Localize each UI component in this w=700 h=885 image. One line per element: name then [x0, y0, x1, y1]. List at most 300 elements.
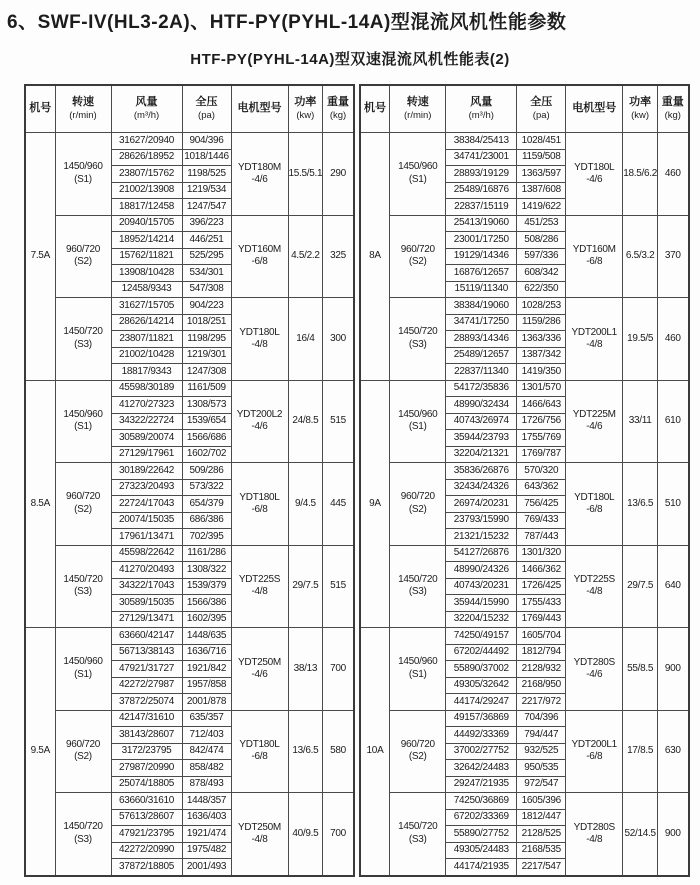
col-header-pressure: 全压 (pa) — [517, 85, 566, 133]
power-cell: 29/7.5 — [623, 545, 658, 628]
table-subtitle: HTF-PY(PYHL-14A)型双速混流风机性能表(2) — [190, 51, 510, 68]
motor-cell: YDT200L1 -4/8 — [566, 298, 623, 381]
perf-table-right — [359, 84, 690, 877]
speed-cell: 960/720 (S2) — [55, 710, 111, 793]
motor-cell: YDT225S -4/8 — [566, 545, 623, 628]
table-row — [360, 628, 689, 645]
col-header-motor: 电机型号 — [231, 85, 288, 133]
pressure-cell: 451/253 — [517, 215, 566, 232]
pressure-cell: 2168/535 — [517, 842, 566, 859]
pressure-cell: 842/474 — [182, 743, 231, 760]
pressure-cell: 525/295 — [182, 248, 231, 265]
weight-cell: 900 — [658, 793, 689, 876]
pressure-cell: 534/301 — [182, 265, 231, 282]
pressure-cell: 508/286 — [517, 232, 566, 249]
pressure-cell: 1539/379 — [182, 578, 231, 595]
flow-cell: 49157/36869 — [446, 710, 517, 727]
table-row — [360, 215, 689, 232]
pressure-cell: 1448/635 — [182, 628, 231, 645]
flow-cell: 15762/11821 — [111, 248, 182, 265]
table-body — [360, 133, 689, 876]
weight-cell: 445 — [323, 463, 354, 546]
pressure-cell: 787/443 — [517, 529, 566, 546]
power-cell: 38/13 — [288, 628, 323, 711]
flow-cell: 63660/42147 — [111, 628, 182, 645]
flow-cell: 42272/27987 — [111, 677, 182, 694]
flow-cell: 57613/28607 — [111, 809, 182, 826]
flow-cell: 27987/20990 — [111, 760, 182, 777]
motor-cell: YDT200L1 -6/8 — [566, 710, 623, 793]
pressure-cell: 2217/547 — [517, 859, 566, 876]
pressure-cell: 1161/509 — [182, 380, 231, 397]
pressure-cell: 1957/858 — [182, 677, 231, 694]
flow-cell: 19129/14346 — [446, 248, 517, 265]
pressure-cell: 1028/253 — [517, 298, 566, 315]
pressure-cell: 608/342 — [517, 265, 566, 282]
pressure-cell: 396/223 — [182, 215, 231, 232]
motor-cell: YDT180M -4/6 — [231, 133, 288, 216]
flow-cell: 45598/22642 — [111, 545, 182, 562]
flow-cell: 22837/11340 — [446, 364, 517, 381]
col-header-flow: 风量 (m³/h) — [111, 85, 182, 133]
motor-cell: YDT180L -4/8 — [231, 298, 288, 381]
machine-cell: 10A — [360, 628, 390, 876]
power-cell: 15.5/5.1 — [288, 133, 323, 216]
table-row — [25, 133, 354, 150]
flow-cell: 44174/29247 — [446, 694, 517, 711]
flow-cell: 30589/20074 — [111, 430, 182, 447]
machine-cell: 9A — [360, 380, 390, 628]
flow-cell: 67202/33369 — [446, 809, 517, 826]
motor-cell: YDT160M -6/8 — [566, 215, 623, 298]
pressure-cell: 622/350 — [517, 281, 566, 298]
pressure-cell: 712/403 — [182, 727, 231, 744]
speed-cell: 960/720 (S2) — [390, 215, 446, 298]
weight-cell: 610 — [658, 380, 689, 463]
pressure-cell: 1028/451 — [517, 133, 566, 150]
weight-cell: 515 — [323, 545, 354, 628]
flow-cell: 28626/18952 — [111, 149, 182, 166]
pressure-cell: 858/482 — [182, 760, 231, 777]
col-header-weight: 重量 (kg) — [323, 85, 354, 133]
machine-cell: 8.5A — [25, 380, 55, 628]
speed-cell: 960/720 (S2) — [390, 463, 446, 546]
flow-cell: 35944/23793 — [446, 430, 517, 447]
pressure-cell: 1726/756 — [517, 413, 566, 430]
speed-cell: 1450/960 (S1) — [390, 628, 446, 711]
pressure-cell: 1018/1446 — [182, 149, 231, 166]
power-cell: 9/4.5 — [288, 463, 323, 546]
power-cell: 19.5/5 — [623, 298, 658, 381]
pressure-cell: 1566/386 — [182, 595, 231, 612]
pressure-cell: 1755/769 — [517, 430, 566, 447]
power-cell: 13/6.5 — [288, 710, 323, 793]
flow-cell: 18817/12458 — [111, 199, 182, 216]
pressure-cell: 1301/570 — [517, 380, 566, 397]
pressure-cell: 1363/336 — [517, 331, 566, 348]
flow-cell: 27129/17961 — [111, 446, 182, 463]
flow-cell: 29247/21935 — [446, 776, 517, 793]
motor-cell: YDT250M -4/6 — [231, 628, 288, 711]
table-row — [360, 793, 689, 810]
pressure-cell: 1539/654 — [182, 413, 231, 430]
col-header-flow: 风量 (m³/h) — [446, 85, 517, 133]
col-header-power: 功率 (kw) — [623, 85, 658, 133]
header-row — [25, 85, 354, 133]
pressure-cell: 878/493 — [182, 776, 231, 793]
pressure-cell: 654/379 — [182, 496, 231, 513]
pressure-cell: 1219/301 — [182, 347, 231, 364]
col-header-motor: 电机型号 — [566, 85, 623, 133]
weight-cell: 460 — [658, 133, 689, 216]
pressure-cell: 704/396 — [517, 710, 566, 727]
table-row — [25, 793, 354, 810]
flow-cell: 22724/17043 — [111, 496, 182, 513]
pressure-cell: 950/535 — [517, 760, 566, 777]
flow-cell: 63660/31610 — [111, 793, 182, 810]
flow-cell: 55890/37002 — [446, 661, 517, 678]
flow-cell: 31627/15705 — [111, 298, 182, 315]
flow-cell: 38384/19060 — [446, 298, 517, 315]
flow-cell: 28626/14214 — [111, 314, 182, 331]
pressure-cell: 972/547 — [517, 776, 566, 793]
pressure-cell: 1921/474 — [182, 826, 231, 843]
flow-cell: 13908/10428 — [111, 265, 182, 282]
table-row — [360, 380, 689, 397]
table-row — [360, 710, 689, 727]
flow-cell: 27129/13471 — [111, 611, 182, 628]
flow-cell: 26974/20231 — [446, 496, 517, 513]
flow-cell: 20940/15705 — [111, 215, 182, 232]
flow-cell: 54127/26876 — [446, 545, 517, 562]
pressure-cell: 1301/320 — [517, 545, 566, 562]
flow-cell: 34322/22724 — [111, 413, 182, 430]
flow-cell: 38143/28607 — [111, 727, 182, 744]
col-header-pressure: 全压 (pa) — [182, 85, 231, 133]
pressure-cell: 2168/950 — [517, 677, 566, 694]
pressure-cell: 1605/396 — [517, 793, 566, 810]
table-row — [360, 298, 689, 315]
flow-cell: 23807/15762 — [111, 166, 182, 183]
pressure-cell: 635/357 — [182, 710, 231, 727]
weight-cell: 580 — [323, 710, 354, 793]
table-row — [360, 133, 689, 150]
pressure-cell: 1812/794 — [517, 644, 566, 661]
pressure-cell: 1198/525 — [182, 166, 231, 183]
pressure-cell: 1161/286 — [182, 545, 231, 562]
flow-cell: 34741/23001 — [446, 149, 517, 166]
pressure-cell: 1247/308 — [182, 364, 231, 381]
pressure-cell: 1812/447 — [517, 809, 566, 826]
pressure-cell: 547/308 — [182, 281, 231, 298]
flow-cell: 44492/33369 — [446, 727, 517, 744]
pressure-cell: 570/320 — [517, 463, 566, 480]
pressure-cell: 1975/482 — [182, 842, 231, 859]
flow-cell: 40743/20231 — [446, 578, 517, 595]
pressure-cell: 1247/547 — [182, 199, 231, 216]
col-header-power: 功率 (kw) — [288, 85, 323, 133]
flow-cell: 17961/13471 — [111, 529, 182, 546]
flow-cell: 32434/24326 — [446, 479, 517, 496]
flow-cell: 30589/15035 — [111, 595, 182, 612]
motor-cell: YDT180L -6/8 — [231, 463, 288, 546]
motor-cell: YDT160M -6/8 — [231, 215, 288, 298]
col-header-weight: 重量 (kg) — [658, 85, 689, 133]
pressure-cell: 1308/322 — [182, 562, 231, 579]
motor-cell: YDT250M -4/8 — [231, 793, 288, 876]
header-row — [360, 85, 689, 133]
speed-cell: 1450/720 (S3) — [390, 793, 446, 876]
flow-cell: 27323/20493 — [111, 479, 182, 496]
pressure-cell: 446/251 — [182, 232, 231, 249]
pressure-cell: 702/395 — [182, 529, 231, 546]
motor-cell: YDT180L -6/8 — [231, 710, 288, 793]
motor-cell: YDT225M -4/6 — [566, 380, 623, 463]
flow-cell: 25489/16876 — [446, 182, 517, 199]
flow-cell: 32204/21321 — [446, 446, 517, 463]
pressure-cell: 1602/702 — [182, 446, 231, 463]
speed-cell: 1450/720 (S3) — [390, 298, 446, 381]
flow-cell: 44174/21935 — [446, 859, 517, 876]
flow-cell: 45598/30189 — [111, 380, 182, 397]
weight-cell: 515 — [323, 380, 354, 463]
flow-cell: 15119/11340 — [446, 281, 517, 298]
table-row — [360, 545, 689, 562]
flow-cell: 41270/27323 — [111, 397, 182, 414]
flow-cell: 49305/24483 — [446, 842, 517, 859]
power-cell: 17/8.5 — [623, 710, 658, 793]
perf-table-left — [24, 84, 355, 877]
pressure-cell: 1466/643 — [517, 397, 566, 414]
pressure-cell: 1219/534 — [182, 182, 231, 199]
table-row — [25, 215, 354, 232]
power-cell: 29/7.5 — [288, 545, 323, 628]
flow-cell: 48990/24326 — [446, 562, 517, 579]
weight-cell: 370 — [658, 215, 689, 298]
pressure-cell: 794/447 — [517, 727, 566, 744]
pressure-cell: 1387/608 — [517, 182, 566, 199]
table-row — [25, 298, 354, 315]
pressure-cell: 1159/508 — [517, 149, 566, 166]
flow-cell: 25074/18805 — [111, 776, 182, 793]
weight-cell: 510 — [658, 463, 689, 546]
pressure-cell: 1769/787 — [517, 446, 566, 463]
motor-cell: YDT180L -6/8 — [566, 463, 623, 546]
speed-cell: 960/720 (S2) — [55, 215, 111, 298]
flow-cell: 34741/17250 — [446, 314, 517, 331]
speed-cell: 1450/960 (S1) — [390, 133, 446, 216]
pressure-cell: 1363/597 — [517, 166, 566, 183]
weight-cell: 325 — [323, 215, 354, 298]
col-header-machine: 机号 — [25, 85, 55, 133]
flow-cell: 56713/38143 — [111, 644, 182, 661]
power-cell: 55/8.5 — [623, 628, 658, 711]
speed-cell: 1450/960 (S1) — [390, 380, 446, 463]
pressure-cell: 686/386 — [182, 512, 231, 529]
pressure-cell: 1018/251 — [182, 314, 231, 331]
pressure-cell: 597/336 — [517, 248, 566, 265]
pressure-cell: 1921/842 — [182, 661, 231, 678]
flow-cell: 47921/31727 — [111, 661, 182, 678]
flow-cell: 21002/13908 — [111, 182, 182, 199]
power-cell: 16/4 — [288, 298, 323, 381]
flow-cell: 18817/9343 — [111, 364, 182, 381]
weight-cell: 900 — [658, 628, 689, 711]
pressure-cell: 2128/932 — [517, 661, 566, 678]
motor-cell: YDT225S -4/8 — [231, 545, 288, 628]
flow-cell: 25413/19060 — [446, 215, 517, 232]
motor-cell: YDT180L -4/6 — [566, 133, 623, 216]
pressure-cell: 756/425 — [517, 496, 566, 513]
flow-cell: 38384/25413 — [446, 133, 517, 150]
pressure-cell: 1466/362 — [517, 562, 566, 579]
pressure-cell: 573/322 — [182, 479, 231, 496]
power-cell: 33/11 — [623, 380, 658, 463]
weight-cell: 300 — [323, 298, 354, 381]
flow-cell: 54172/35836 — [446, 380, 517, 397]
col-header-speed: 转速 (r/min) — [55, 85, 111, 133]
pressure-cell: 1198/295 — [182, 331, 231, 348]
pressure-cell: 2217/972 — [517, 694, 566, 711]
pressure-cell: 509/286 — [182, 463, 231, 480]
flow-cell: 32204/15232 — [446, 611, 517, 628]
flow-cell: 40743/26974 — [446, 413, 517, 430]
speed-cell: 960/720 (S2) — [390, 710, 446, 793]
flow-cell: 30189/22642 — [111, 463, 182, 480]
motor-cell: YDT200L2 -4/6 — [231, 380, 288, 463]
pressure-cell: 1769/443 — [517, 611, 566, 628]
flow-cell: 37872/25074 — [111, 694, 182, 711]
pressure-cell: 904/396 — [182, 133, 231, 150]
motor-cell: YDT280S -4/6 — [566, 628, 623, 711]
table-row — [25, 628, 354, 645]
power-cell: 6.5/3.2 — [623, 215, 658, 298]
pressure-cell: 1159/286 — [517, 314, 566, 331]
flow-cell: 32642/24483 — [446, 760, 517, 777]
flow-cell: 55890/27752 — [446, 826, 517, 843]
flow-cell: 74250/36869 — [446, 793, 517, 810]
flow-cell: 3172/23795 — [111, 743, 182, 760]
pressure-cell: 2001/493 — [182, 859, 231, 876]
speed-cell: 1450/960 (S1) — [55, 628, 111, 711]
weight-cell: 640 — [658, 545, 689, 628]
flow-cell: 74250/49157 — [446, 628, 517, 645]
pressure-cell: 1419/350 — [517, 364, 566, 381]
pressure-cell: 2001/878 — [182, 694, 231, 711]
pressure-cell: 643/362 — [517, 479, 566, 496]
weight-cell: 630 — [658, 710, 689, 793]
flow-cell: 47921/23795 — [111, 826, 182, 843]
flow-cell: 20074/15035 — [111, 512, 182, 529]
table-header — [25, 85, 354, 133]
col-header-machine: 机号 — [360, 85, 390, 133]
weight-cell: 700 — [323, 793, 354, 876]
page-title: 6、SWF-IV(HL3-2A)、HTF-PY(PYHL-14A)型混流风机性能参数 — [7, 12, 567, 33]
flow-cell: 49305/32642 — [446, 677, 517, 694]
table-body — [25, 133, 354, 876]
flow-cell: 23001/17250 — [446, 232, 517, 249]
flow-cell: 35836/26876 — [446, 463, 517, 480]
power-cell: 52/14.5 — [623, 793, 658, 876]
power-cell: 13/6.5 — [623, 463, 658, 546]
flow-cell: 21321/15232 — [446, 529, 517, 546]
flow-cell: 35944/15990 — [446, 595, 517, 612]
power-cell: 40/9.5 — [288, 793, 323, 876]
flow-cell: 42272/20990 — [111, 842, 182, 859]
machine-cell: 8A — [360, 133, 390, 381]
table-row — [25, 380, 354, 397]
pressure-cell: 1636/716 — [182, 644, 231, 661]
speed-cell: 1450/720 (S3) — [55, 793, 111, 876]
pressure-cell: 1387/342 — [517, 347, 566, 364]
flow-cell: 18952/14214 — [111, 232, 182, 249]
flow-cell: 12458/9343 — [111, 281, 182, 298]
pressure-cell: 1636/403 — [182, 809, 231, 826]
table-row — [25, 710, 354, 727]
pressure-cell: 769/433 — [517, 512, 566, 529]
weight-cell: 290 — [323, 133, 354, 216]
machine-cell: 7.5A — [25, 133, 55, 381]
power-cell: 24/8.5 — [288, 380, 323, 463]
flow-cell: 23807/11821 — [111, 331, 182, 348]
flow-cell: 42147/31610 — [111, 710, 182, 727]
flow-cell: 16876/12657 — [446, 265, 517, 282]
pressure-cell: 2128/525 — [517, 826, 566, 843]
speed-cell: 1450/960 (S1) — [55, 133, 111, 216]
speed-cell: 1450/720 (S3) — [55, 298, 111, 381]
pressure-cell: 1605/704 — [517, 628, 566, 645]
flow-cell: 31627/20940 — [111, 133, 182, 150]
pressure-cell: 1419/622 — [517, 199, 566, 216]
pressure-cell: 1726/425 — [517, 578, 566, 595]
speed-cell: 1450/960 (S1) — [55, 380, 111, 463]
table-row — [25, 463, 354, 480]
flow-cell: 67202/44492 — [446, 644, 517, 661]
flow-cell: 28893/14346 — [446, 331, 517, 348]
flow-cell: 23793/15990 — [446, 512, 517, 529]
flow-cell: 25489/12657 — [446, 347, 517, 364]
table-row — [360, 463, 689, 480]
col-header-speed: 转速 (r/min) — [390, 85, 446, 133]
flow-cell: 28893/19129 — [446, 166, 517, 183]
pressure-cell: 932/525 — [517, 743, 566, 760]
pressure-cell: 904/223 — [182, 298, 231, 315]
pressure-cell: 1308/573 — [182, 397, 231, 414]
weight-cell: 700 — [323, 628, 354, 711]
flow-cell: 22837/15119 — [446, 199, 517, 216]
pressure-cell: 1602/395 — [182, 611, 231, 628]
speed-cell: 1450/720 (S3) — [55, 545, 111, 628]
pressure-cell: 1566/686 — [182, 430, 231, 447]
weight-cell: 460 — [658, 298, 689, 381]
flow-cell: 21002/10428 — [111, 347, 182, 364]
flow-cell: 41270/20493 — [111, 562, 182, 579]
speed-cell: 960/720 (S2) — [55, 463, 111, 546]
machine-cell: 9.5A — [25, 628, 55, 876]
table-header — [360, 85, 689, 133]
flow-cell: 48990/32434 — [446, 397, 517, 414]
motor-cell: YDT280S -4/8 — [566, 793, 623, 876]
pressure-cell: 1755/433 — [517, 595, 566, 612]
flow-cell: 37002/27752 — [446, 743, 517, 760]
tables-container — [24, 84, 700, 877]
flow-cell: 34322/17043 — [111, 578, 182, 595]
power-cell: 4.5/2.2 — [288, 215, 323, 298]
flow-cell: 37872/18805 — [111, 859, 182, 876]
pressure-cell: 1448/357 — [182, 793, 231, 810]
power-cell: 18.5/6.2 — [623, 133, 658, 216]
table-row — [25, 545, 354, 562]
